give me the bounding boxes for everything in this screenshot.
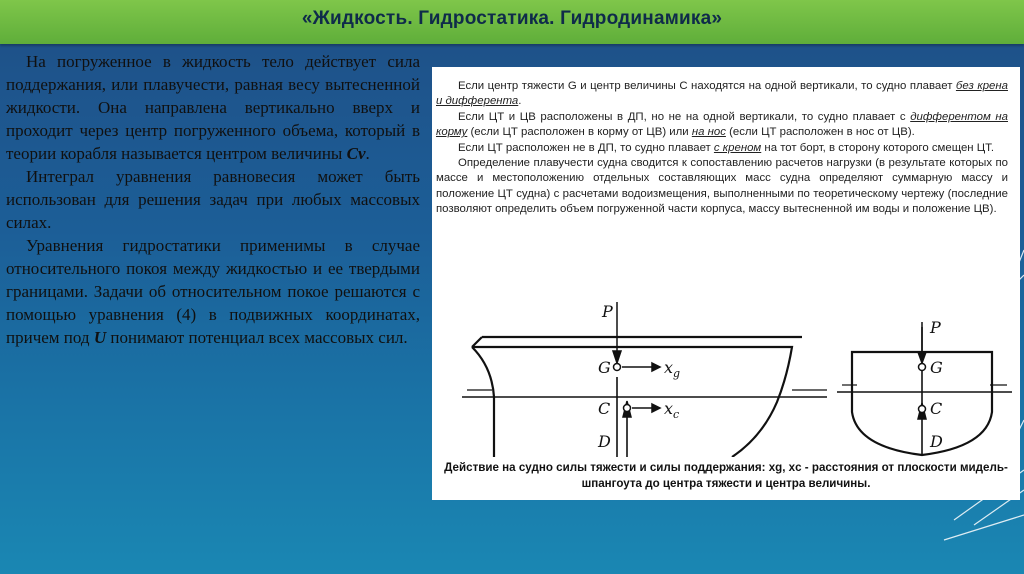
paragraph-integral: Интеграл уравнения равновесия может быть использован для решения задач при любых массовых силах. (6, 167, 420, 232)
main-text (6, 50, 420, 349)
label-g-side: G (598, 358, 611, 377)
label-xc: $x_c$ (664, 399, 680, 421)
u-symbol: U (93, 328, 107, 347)
label-d-side: D (598, 432, 611, 451)
label-d-end: D (930, 432, 943, 451)
figure-para-4: Определение плавучести судна сводится к сопоставлению расчетов нагрузки (в результате которых по массе и местоположению отдельных составляющих масс судна определяют суммарную массу и положение ЦТ судна) с расчетами водоизмещения, выполненными по теоретическому чертежу (последние позволяют определить объем погруженной части корпуса, массу вытесненной им воды и положение ЦВ). (436, 157, 1008, 216)
figure-para-1: Если центр тяжести G и центр величины C находятся на одной вертикали, то судно плавает без крена и дифферента. (436, 80, 1008, 108)
paragraph-hydrostatics: Уравнения гидростатики применимы в случае относительного покоя между жидкостью и ее твердыми границами. Задачи об относительном покое решаются с помощью уравнения (4) в подвижных координатах, причем под U понимают потенциал всех массовых сил. (6, 236, 420, 347)
label-g-end: G (930, 358, 943, 377)
figure-caption: Действие на судно силы тяжести и силы поддержания: xg, xc - расстояния от плоскости мидель-шпангоута до центра тяжести и центра величины. (444, 461, 1008, 490)
ship-diagram (432, 297, 1020, 457)
title-bar (0, 0, 1024, 44)
label-p-end: P (930, 318, 941, 337)
label-xg: $x_g$ (664, 358, 681, 380)
figure-para-2: Если ЦТ и ЦВ расположены в ДП, но не на одной вертикали, то судно плавает с дифферентом на корму (если ЦТ расположен в корму от ЦВ) или на нос (если ЦТ расположен в нос от ЦВ). (436, 110, 1008, 139)
figure-description (436, 79, 1008, 218)
paragraph-buoyancy: На погруженное в жидкость тело действует сила поддержания, или плавучести, равная весу вытесненной жидкости. Она направлена вертикально вверх и проходит через центр погруженного объема, который в теории корабля называется центром величины Cv. (6, 52, 420, 163)
slide-title: «Жидкость. Гидростатика. Гидродинамика» (301, 8, 723, 29)
figure-panel (432, 67, 1020, 500)
label-c-end: C (930, 399, 943, 418)
label-p-side: P (602, 302, 613, 321)
figure-para-3: Если ЦТ расположен не в ДП, то судно плавает с креном на тот борт, в сторону которого смещен ЦТ. (458, 141, 995, 154)
label-c-side: C (598, 399, 611, 418)
cv-symbol: Cv (346, 144, 366, 163)
side-view-hull (472, 347, 792, 457)
